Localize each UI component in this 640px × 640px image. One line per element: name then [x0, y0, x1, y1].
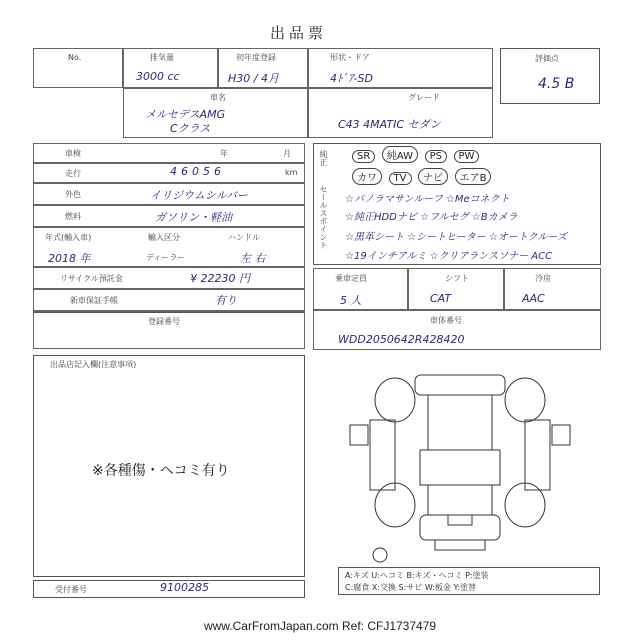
recycle-value: ¥ 22230 円 — [190, 272, 250, 285]
color-label: 外色 — [65, 190, 81, 199]
opt-navi: ナビ — [418, 168, 448, 185]
opt-aw: 純AW — [382, 146, 418, 163]
equipment-row-2 — [352, 168, 495, 185]
vin-label: 車体番号 — [430, 316, 462, 325]
vehicle-name-label: 車名 — [210, 93, 226, 102]
import-label: 年式(輸入車) — [45, 233, 92, 242]
opt-ps: PS — [425, 150, 447, 163]
recycle-label: リサイクル預託金 — [60, 274, 123, 283]
fuel-value: ガソリン・軽油 — [155, 211, 232, 224]
ac-cell — [504, 268, 601, 310]
grade-label: 評価点 — [535, 54, 559, 63]
grade-value: 4.5 B — [538, 76, 575, 92]
car-outline-icon — [340, 365, 580, 565]
inspection-year-label: 年 — [220, 149, 228, 158]
vehicle-name-value-2: Cクラス — [170, 122, 211, 135]
import-value: 2018 年 — [48, 252, 91, 265]
capacity-value: 5 人 — [340, 294, 362, 307]
first-reg-label: 初年度登録 — [236, 53, 276, 62]
legend-line-1: A:キズ U:ヘコミ B:キズ・ヘコミ P:塗装 — [345, 571, 489, 580]
ac-label: 冷房 — [535, 274, 551, 283]
opt-pw: PW — [454, 150, 480, 163]
sales-point-4: ☆19インチアルミ ☆クリアランスソナー ACC — [345, 251, 553, 262]
manual-value: 有り — [215, 294, 237, 307]
watermark: www.CarFromJapan.com Ref: CFJ1737479 — [0, 612, 640, 640]
sales-point-2: ☆純正HDDナビ ☆フルセグ ☆Bカメラ — [345, 212, 518, 223]
equipment-row-1 — [352, 146, 483, 163]
ac-value: AAC — [522, 292, 545, 305]
receipt-label: 受付番号 — [55, 585, 87, 594]
sales-point-1: ☆パノラマサンルーフ ☆Meコネクト — [345, 194, 510, 205]
car-damage-diagram — [340, 365, 580, 565]
vehicle-name-value-1: メルセデスAMG — [145, 108, 226, 121]
mileage-unit: km — [285, 168, 298, 177]
opt-sr: SR — [352, 150, 375, 163]
shift-value: CAT — [430, 292, 452, 305]
inspection-month-label: 月 — [283, 149, 291, 158]
legend-line-2: C:腐食 X:交換 S:サビ W:板金 Y:塗替 — [345, 583, 477, 592]
shift-label: シフト — [445, 274, 469, 283]
notes-label: 出品店記入欄(注意事項) — [50, 360, 137, 369]
fuel-label: 燃料 — [65, 212, 81, 221]
mileage-value: 46056 — [170, 165, 225, 178]
capacity-label: 乗車定員 — [335, 274, 367, 283]
sheet-title: 出品票 — [270, 24, 328, 42]
inspection-label: 車検 — [65, 149, 81, 158]
import-type-value: ディーラー — [146, 253, 186, 262]
notes-text: ※各種傷・ヘコミ有り — [92, 463, 230, 479]
handle-label: ハンドル — [228, 233, 260, 242]
displacement-value: 3000 cc — [136, 70, 180, 83]
model-label: 形状・ドア — [330, 53, 370, 62]
mileage-label: 走行 — [65, 169, 81, 178]
manual-label: 新車保証手帳 — [70, 296, 118, 305]
color-value: イリジウムシルバー — [150, 189, 248, 202]
reg-no-label: 登録番号 — [148, 317, 180, 326]
opt-tv: TV — [389, 172, 412, 185]
displacement-label: 排気量 — [150, 53, 174, 62]
import-type-label: 輸入区分 — [148, 233, 180, 242]
handle-value: 左 右 — [240, 252, 266, 265]
sales-point-3: ☆黒革シート ☆シートヒーター ☆オートクルーズ — [345, 232, 567, 243]
vin-value: WDD2050642R428420 — [338, 333, 465, 346]
opt-leather: カワ — [352, 168, 382, 185]
first-reg-value: H30 / 4月 — [228, 72, 279, 85]
receipt-value: 9100285 — [160, 581, 209, 594]
opt-airbag: エアB — [455, 168, 492, 185]
trim-value: C43 4MATIC セダン — [338, 118, 441, 131]
trim-label: グレード — [408, 93, 440, 102]
model-value: 4ﾄﾞｱ-SD — [330, 72, 373, 85]
no-label: No. — [68, 53, 82, 62]
sales-point-label: セールスポイント — [319, 185, 328, 249]
genuine-label: 純正 — [319, 150, 328, 166]
